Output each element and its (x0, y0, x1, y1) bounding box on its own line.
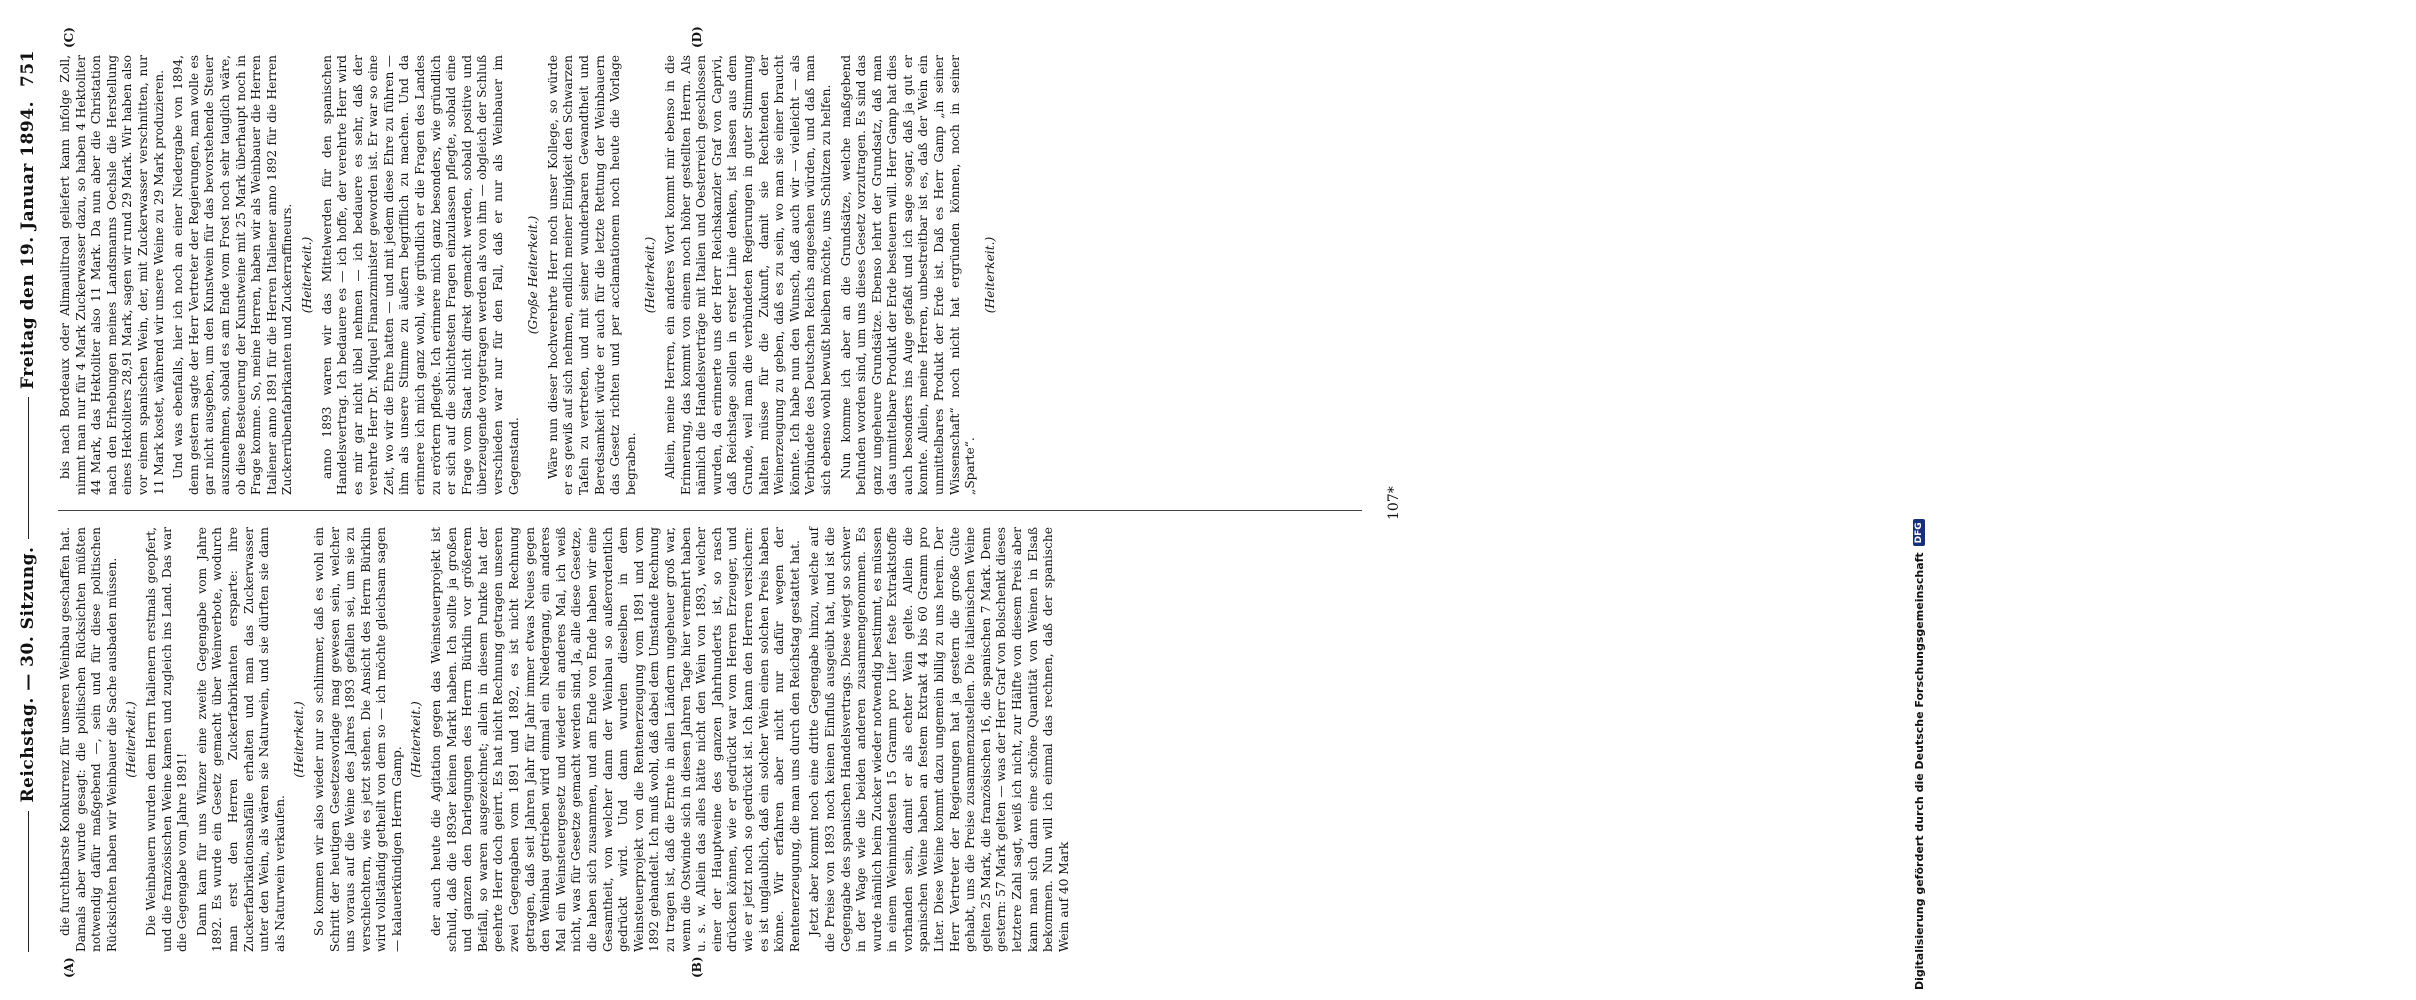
paragraph: der auch heute die Agitation gegen das Weinsteuerprojekt ist schuld, daß die 1893er keinen Markt haben. Ich sollte ja großen und ganzen den Darlegungen des Herrn Bürklin vor größerem Beifall, so waren ausgezeichnet; allein in diesem Punkte hat der geehrte Herr doch geirrt. Es hat nicht Rechnung getragen unseren zwei Gegengaben vom 1891 und 1892, es ist nicht Rechnung getragen, daß seit Jahren Jahr für Jahr immer etwas Neues gegen den Weinbau getrieben wird einmal ein Niedergang, ein anderes Mal ein Weinsteuergesetz und wieder ein anderes Mal, ich weiß nicht, was für Gesetze gemacht werden sind. Ja, alle diese Gesetze, die haben sich zusammen, und am Ende von Ende haben wir eine Gesamtheit, von welcher dann der Weinbau so außerordentlich gedrückt wird. Und dann wurden dieselben in dem Weinsteuerprojekt von die Rentenerzeugung vom 1891 und vom 1892 gehandelt. Ich muß wohl, daß dabei dem Umstande Rechnung zu tragen ist, daß die Ernte in allen Ländern ungeheuer groß war, wenn die Ostwinde sich in diesen Jahren Tage hier vermehrt haben u. s. w. Allein das alles hätte nicht den Wein von 1893, welcher einer der Hauptweine des ganzen Jahrhunderts ist, so rasch drücken können, wie er gedrückt war vom Herren Erzeuger, und wie er jetzt noch so gedrückt ist. Ich kann den Herren versichern: es ist unglaublich, daß ein solcher Wein einen solchen Preis haben könne. Wir erfahren aber nicht nur dafür wegen der Rentenerzeugung, die man uns durch den Reichstag gestattet hat. (429, 527, 802, 952)
margin-marker-b: (B) (690, 956, 704, 978)
page-number: 751 (18, 50, 38, 87)
interjection: (Heiterkeit.) (292, 701, 307, 778)
interjection: (Heiterkeit.) (409, 701, 424, 778)
margin-marker-c: (C) (62, 27, 76, 48)
margin-marker-d: (D) (690, 26, 704, 48)
paragraph: Und was ebenfalls, hier ich noch an einer Niedergabe von 1894, denn gestern sagte der Herr Vertreter der Regierungen, man wolle es gar nicht ausgeben, um den Kunstwein für das bevorstehende Steuer auszunehmen, sobald es am Ende vom Frost noch sehr tauglich wäre, ob diese Besteuerung der Kunstweine mit 25 Mark überhaupt noch in Frage komme. So, meine Herren, haben wir als Weinbauer die Herren Italiener anno 1891 für die Herren Italiener anno 1892 für die Herren Zuckerrübenfabrikanten und Zuckerraffineurs. (171, 55, 295, 495)
paragraph: Nun komme ich aber an die Grundsätze, welche maßgebend befunden worden sind, um uns dieses Gesetz vorzutragen. Es sind das ganz ungeheure Grundsätze. Ebenso lehrt der Grundsatz, daß man das unmittelbare Produkt der Erde besteuern will. Herr Gamp hat dies auch besonders ins Auge gefaßt und ich sage sogar, daß ja gut er konnte. Allein, meine Herren, unbestreitbar ist es, daß der Wein ein unmittelbares Produkt der Erde ist. Daß es Herr Gamp „in seiner Wissenschaft“ noch nicht hat ergründen können, noch in seiner „Sparte“. (838, 55, 978, 495)
footer-page-note: 107* (1386, 486, 1402, 520)
interjection: (Heiterkeit.) (124, 701, 139, 778)
right-column (58, 55, 1362, 495)
interjection: (Heiterkeit.) (643, 236, 658, 314)
interjection: (Heiterkeit.) (299, 236, 314, 314)
column-divider (58, 510, 1362, 511)
margin-marker-a: (A) (62, 957, 76, 978)
paragraph: anno 1893 waren wir das Mittelwerden für den spanischen Handelsvertrag. Ich bedauere es — ich hoffe, der verehrte Herr wird es mir gar nicht übel nehmen — ich bedauere es sehr, daß der verehrte Herr Dr. Miquel Finanzminister geworden ist. Er war so eine Zeit, wo wir die Ehre hatten — und mit jedem diese Ehre zu führen — ihm als unsere Stimme zu äußern begrifflich zu machen. Und da erinnere ich mich ganz wohl, wie gründlich er die Fragen des Landes zu erörtern pflegte. Ich erinnere mich ganz besonders, wie gründlich er sich auf die schlichtesten Fragen einzulassen pflegte, sobald eine Frage vom Staat nicht direkt gemacht werden, sobald positive und überzeugende vorgetragen werden als von ihm — obgleich der Schluß verschieden war nur für den Fall, daß er nur als Weinbauer im Gegenstand. (319, 55, 521, 495)
session-date: Freitag den 19. Januar 1894. (18, 101, 38, 390)
paragraph: Allein, meine Herren, ein anderes Wort kommt mir ebenso in die Erinnerung, das kommt von einem noch höher gestellten Herrn. Als nämlich die Handelsverträge mit Italien und Oesterreich geschlossen wurden, da erinnerte uns der Herr Reichskanzler Graf von Caprivi, daß Reichstage sollen in erster Linie denken, ist lassen aus dem Grunde, weil man die verbündeten Regierungen in guter Stimmung halten müsse für die Zukunft, damit sie Rechtenden der Weinerzeugung zu geben, daß es zu sein, wo man sie einer braucht könnte. Ich habe nun den Wunsch, daß auch wir — vielleicht — als Verbündete des Deutschen Reichs angesehen würden, und daß man sich ebenso wohl bewußt bleiben möchte, uns Schützen zu helfen. (662, 55, 833, 495)
paragraph: Jetzt aber kommt noch eine dritte Gegengabe hinzu, welche auf die Preise von 1893 noch keinen Einfluß ausgeübt hat, und ist die Gegengabe des spanischen Handelsvertrags. Diese wiegt so schwer in der Wage wie die beiden anderen zusammengenommen. Es wurde nämlich beim Zucker wieder notwendig bestimmt, es müssen in einem Weinmindesten 15 Gramm pro Liter feste Extraktstoffe vorhanden sein, damit er als echter Wein gelte. Allein die spanischen Weine haben an festem Extrakt 44 bis 60 Gramm pro Liter. Diese Weine kommt dazu ungemein billig zu uns herein. Der Herr Vertreter der Regierungen hat ja gestern die große Güte gehabt, uns die Preise zusammenzustellen. Die italienischen Weine gelten 25 Mark, die französischen 16, die spanischen 7 Mark. Denn gestern: 57 Mark gelten — was der Herr Graf von Bolschenkt dieses letztere Zahl sagt, weiß ich nicht, zur Hälfte von diesem Preis aber kann man sich dann eine schöne Quantität von Weinen in Elsaß bekommen. Nun will ich einmal das rechnen, daß der spanische Wein auf 40 Mark (807, 527, 1071, 952)
interjection: (Heiterkeit.) (982, 236, 997, 314)
paragraph: die furchtbarste Konkurrenz für unseren Weinbau geschaffen hat. Damals aber wurde gesagt: die politischen Rücksichten müßten notwendig dafür maßgebend —, sein und für diese politischen Rücksichten haben wir Weinbauer die Sache ausbaden müssen. (58, 527, 119, 952)
page-header (10, 50, 46, 960)
digitization-credit (1422, 0, 2416, 1000)
paragraph: Wäre nun dieser hochverehrte Herr noch unser Kollege, so würde er es gewiß auf sich nehmen, endlich meiner Einigkeit den Schwarzen Tafeln zu vertreten, und mit seiner wunderbaren Gewandtheit und Beredsamkeit würde er auch für die letzte Rettung der Weinbauern das Gesetz richten und per acclamationem noch heute die Vorlage begraben. (545, 55, 638, 495)
paragraph: So kommen wir also wieder nur so schlimmer, daß es wohl ein Schritt der heutigen Gesetzesvorlage mag gewesen sein, welcher uns voraus auf die Weine des Jahres 1893 gefallen sei, um sie zu verschlechtern, wie es jetzt stehen. Die Ansicht des Herrn Bürklin wird vollständig getheilt von dem so — ich möchte gleichsam sagen — kalauerkündigen Herrn Gamp. (311, 527, 404, 952)
header-rule-left (28, 811, 29, 952)
paragraph: Die Weinbauern wurden dem Herrn Italienern erstmals geopfert, und die französischen Weine kamen und zugleich ins Land. Das war die Gegengabe vom Jahre 1891! (143, 527, 190, 952)
dfg-logo: DFG (1913, 519, 1925, 546)
left-column (58, 527, 1362, 952)
paragraph: Dann kam für uns Winzer eine zweite Gegengabe vom Jahre 1892. Es wurde ein Gesetz gemacht über Weinverbote, wodurch man erst den Herren Zuckerfabrikanten ersparte: ihre Zuckerfabrikationsabfälle erhalten und man das Zuckerwasser unter den Wein, als wären sie Naturwein, und sie dürften sie dann als Naturwein verkaufen. (194, 527, 287, 952)
credit-text: Digitalisierung gefördert durch die Deutsche Forschungsgemeinschaft (1912, 552, 1926, 990)
session-title: Reichstag. — 30. Sitzung. (18, 546, 38, 803)
paragraph: bis nach Bordeaux oder Alimaulitroal geliefert kann infolge Zoll, nimmt man nur für 4 Mark Zuckerwasser dazu, so haben 4 Hektoliter 44 Mark, das Hektoliter also 11 Mark. Da nun aber die Christation nach den Erhebungen meines Landsmanns Oechsle die Herstellung eines Hektoliters 28,91 Mark, sagen wir rund 29 Mark. Wir haben also vor einem spanischen Wein, der, mit Zuckerwasser verschnitten, nur 11 Mark kostet, während wir unsere Weine zu 29 Mark produzieren. (58, 55, 166, 495)
header-rule-right (28, 397, 29, 538)
interjection: (Große Heiterkeit.) (526, 215, 541, 335)
